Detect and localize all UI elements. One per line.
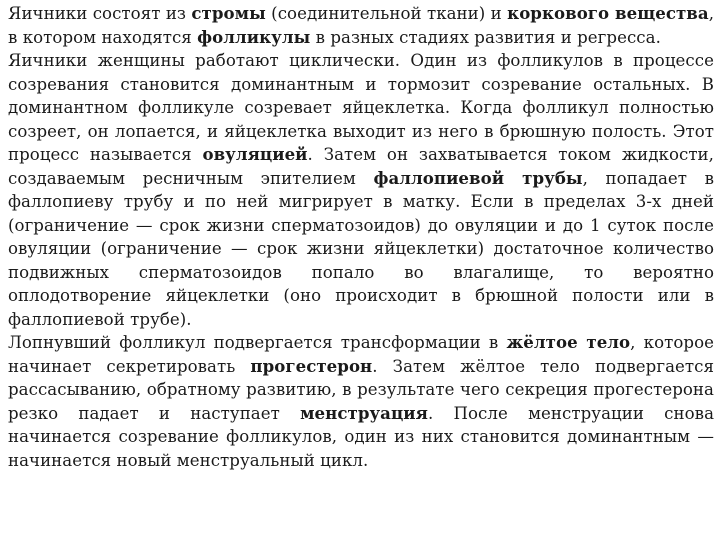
- term-ovulation: овуляцией: [202, 144, 308, 164]
- text-segment: . После менструации снова начинается созревание фолликулов, один из них становится доминантным — начинается новый менструальный цикл.: [8, 403, 715, 470]
- text-segment: . Затем он захватывается током жидкости, создаваемым ресничным эпителием: [8, 145, 714, 188]
- text-segment: Лопнувший фолликул подвергается трансформации в: [8, 333, 507, 352]
- text-segment: (соединительной ткани) и: [265, 4, 508, 23]
- paragraph-ovulation: [8, 49, 714, 331]
- text-segment: , в котором находятся: [8, 4, 715, 47]
- text-segment: Яичники состоят из: [8, 4, 192, 23]
- text-segment: , попадает в фаллопиеву трубу и по ней мигрирует в матку. Если в пределах 3-х дней (ограничение — срок жизни сперматозоидов) до овуляции и до 1 суток после овуляции (ограничение — срок жизни яйцеклетки) достаточное количество подвижных сперматозоидов попало во влагалище, то вероятно оплодотворение яйцеклетки (оно происходит в брюшной полости или в фаллопиевой трубе).: [8, 168, 714, 329]
- paragraph-corpus-luteum: [8, 331, 714, 472]
- term-cortex: коркового вещества: [507, 3, 709, 23]
- term-progesterone: прогестерон: [250, 355, 373, 376]
- term-fallopian-tube: фаллопиевой трубы: [373, 167, 583, 188]
- term-follicles: фолликулы: [197, 26, 311, 47]
- paragraph-ovary-structure: [8, 2, 714, 49]
- term-stroma: стромы: [191, 3, 266, 23]
- article-text: [8, 2, 714, 472]
- term-menstruation: менструация: [300, 402, 428, 423]
- text-segment: , которое начинает секретировать: [8, 333, 714, 376]
- text-segment: в разных стадиях развития и регресса.: [310, 27, 661, 47]
- text-segment: Яичники женщины работают циклически. Один из фолликулов в процессе созревания становится доминантным и тормозит созревание остальных. В доминантном фолликуле созревает яйцеклетка. Когда фолликул полностью созреет, он лопается, и яйцеклетка выходит из него в брюшную полость. Этот процесс называется: [8, 51, 714, 164]
- term-corpus-luteum: жёлтое тело: [506, 332, 631, 352]
- text-segment: . Затем жёлтое тело подвергается рассасыванию, обратному развитию, в результате чего секреция прогестерона резко падает и наступает: [8, 356, 714, 423]
